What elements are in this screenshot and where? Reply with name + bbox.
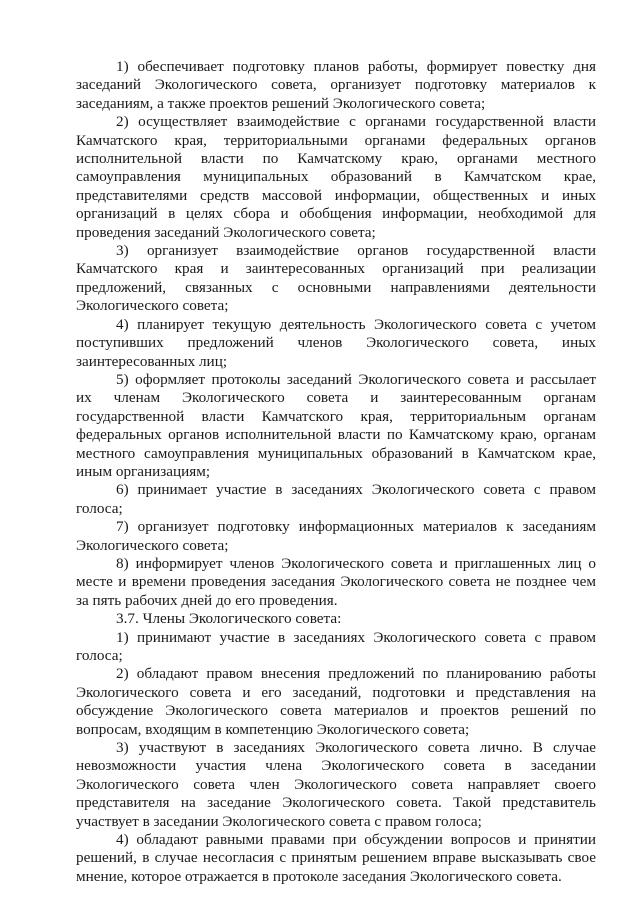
paragraph-6: 6) принимает участие в заседаниях Экологического совета с правом голоса; <box>76 481 596 517</box>
paragraph-7: 7) организует подготовку информационных материалов к заседаниям Экологического совета; <box>76 518 596 554</box>
paragraph-1: 1) обеспечивает подготовку планов работы, формирует повестку дня заседаний Экологического совета, организует подготовку материалов к заседаниям, а также проектов решений Экологического совета; <box>76 58 596 112</box>
paragraph-10: 2) обладают правом внесения предложений по планированию работы Экологического совета и его заседаний, подготовки и представления на обсуждение Экологического совета материалов и проектов решений по вопросам, входящим в компетенцию Экологического совета; <box>76 665 596 738</box>
paragraph-12: 4) обладают равными правами при обсуждении вопросов и принятии решений, в случае несогласия с принятым решением вправе высказывать свое мнение, которое отражается в протоколе заседания Экологического совета. <box>76 831 596 885</box>
paragraph-11: 3) участвуют в заседаниях Экологического совета лично. В случае невозможности участия члена Экологического совета в заседании Экологического совета член Экологического совета направляет своего представителя на заседание Экологического совета. Такой представитель участвует в заседании Экологического совета с правом голоса; <box>76 739 596 830</box>
section-heading-3-7: 3.7. Члены Экологического совета: <box>116 610 342 628</box>
paragraph-4: 4) планирует текущую деятельность Экологического совета с учетом поступивших предложений членов Экологического совета, иных заинтересованных лиц; <box>76 315 596 370</box>
paragraph-3: 3) организует взаимодействие органов государственной власти Камчатского края и заинтересованных организаций при реализации предложений, связанных с основными направлениями деятельности Экологического совета; <box>76 242 596 315</box>
paragraph-2: 2) осуществляет взаимодействие с органами государственной власти Камчатского края, территориальными органами федеральных органов исполнительной власти по Камчатскому краю, органами местного самоуправления муниципальных образований в Камчатском крае, представителями средств массовой информации, общественных и иных организаций в целях сбора и обобщения информации, необходимой для проведения заседаний Экологического совета; <box>76 113 596 241</box>
document-page <box>76 58 596 886</box>
paragraph-8: 8) информирует членов Экологического совета и приглашенных лиц о месте и времени проведения заседания Экологического совета не позднее чем за пять рабочих дней до его проведения. <box>76 554 596 609</box>
paragraph-5: 5) оформляет протоколы заседаний Экологического совета и рассылает их членам Экологического совета и заинтересованным органам государственной власти Камчатского края, территориальным органам федеральных органов исполнительной власти по Камчатскому краю, органам местного самоуправления муниципальных образований в Камчатском крае, иным организациям; <box>76 370 596 480</box>
paragraph-9: 1) принимают участие в заседаниях Экологического совета с правом голоса; <box>76 628 596 664</box>
